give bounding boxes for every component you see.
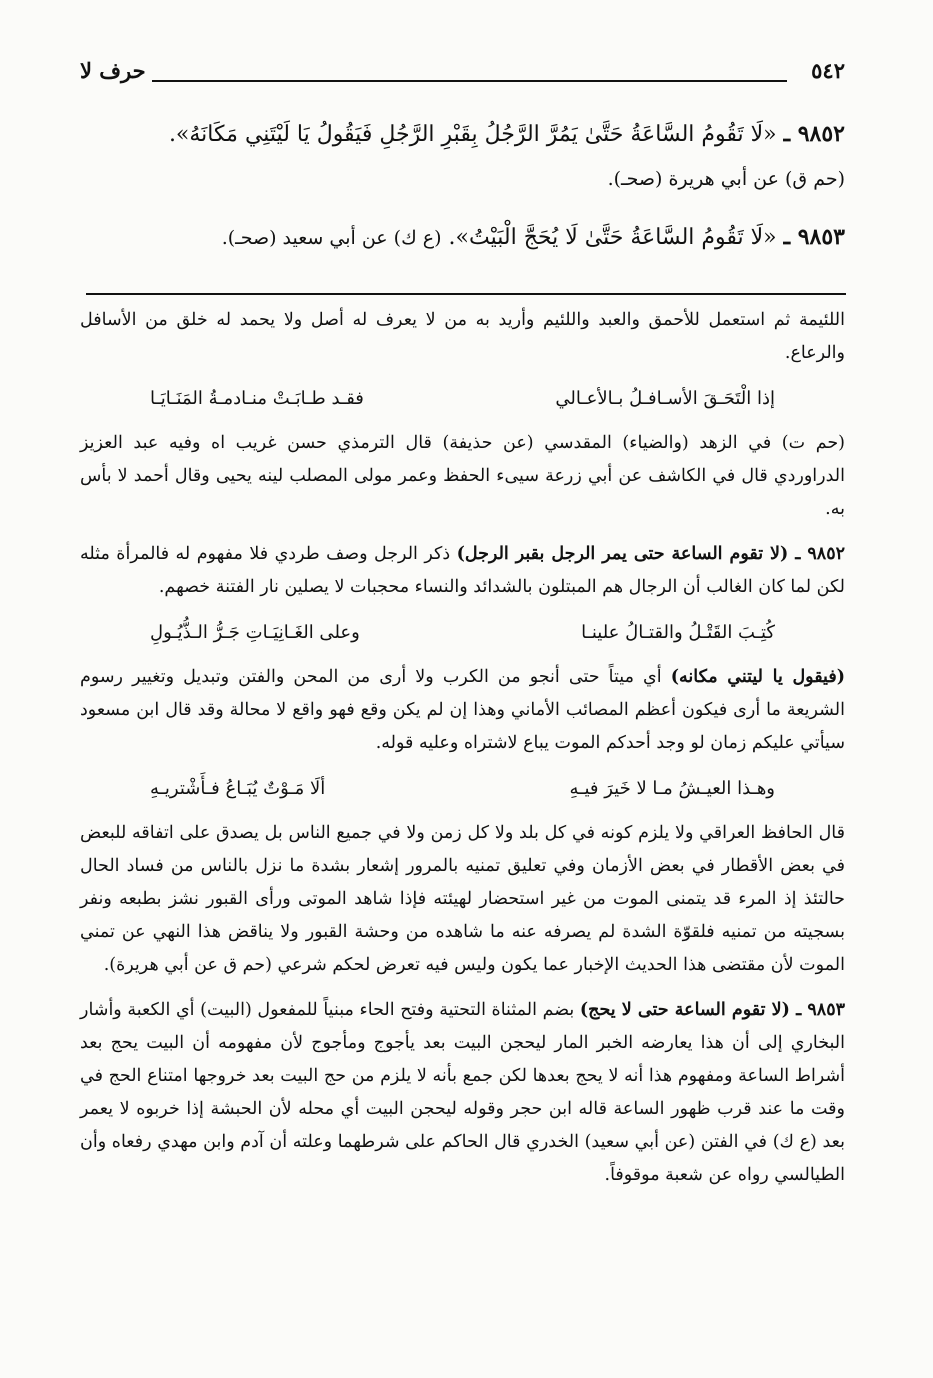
hadith-9853 — [80, 215, 845, 260]
commentary-lead: ٩٨٥٢ ـ (لا تقوم الساعة حتى يمر الرجل بقبر الرجل) — [456, 544, 846, 564]
commentary-paragraph — [80, 538, 845, 604]
hadith-source: (حم ق) عن أبي هريرة (صحـ). — [607, 168, 845, 190]
hadith-text: «لَا تَقُومُ السَّاعَةُ حَتَّىٰ لَا يُحَجَّ الْبَيْتُ». — [448, 225, 777, 250]
running-head: حرف لا — [80, 58, 146, 83]
verse-hemistich-left: وعلى الغَـانِيَـاتِ جَـرُّ الـذُّيُـولِ — [150, 622, 360, 643]
verse-hemistich-left: فقـد طـابَـتْ منـادمـةُ المَنَـايَـا — [150, 388, 364, 409]
verse-line — [80, 616, 845, 649]
commentary-body: بضم المثناة التحتية وفتح الحاء مبنياً للمفعول (البيت) أي الكعبة وأشار البخاري إلى أن هذا يعارضه الخبر المار ليحجن البيت بعد يأجوج ومأجوج لأن مفهومه أن البيت يحج بعد أشراط الساعة ومفهوم هذا أنه لا يحج بعدها لكن جمع بأنه لا يلزم من حج البيت بعد خروجها امتناع الحج في وقت ما عند قرب ظهور الساعة قاله ابن حجر وقوله ليحجن البيت أي محله لأن الحبشة إذا خربوه لا يعمر بعد (ع ك) في الفتن (عن أبي سعيد) الخدري قال الحاكم على شرطهما وعلته أن آدم وابن مهدي رفعاه وأن الطيالسي رواه عن شعبة موقوفاً. — [80, 1000, 845, 1185]
commentary-rule — [86, 293, 846, 295]
commentary-paragraph: اللئيمة ثم استعمل للأحمق والعبد واللئيم وأريد به من لا يعرف له أصل ولا يحمد له خلق من الأسافل والرعاع. — [80, 310, 845, 363]
header-rule — [152, 80, 787, 82]
commentary-body: ذكر الرجل وصف طردي فلا مفهوم له فالمرأة مثله لكن لما كان الغالب أن الرجال هم المبتلون بالشدائد والنساء محجبات لا يصلين نار الفتنة خصهم. — [80, 544, 845, 597]
commentary-lead: ٩٨٥٣ ـ (لا تقوم الساعة حتى لا يحج) — [579, 1000, 845, 1020]
hadith-number: ٩٨٥٢ ـ — [783, 121, 845, 147]
commentary-body: أي ميتاً حتى أنجو من الكرب ولا أرى من المحن والفتن وتبديل وتغيير رسوم الشريعة ما أرى فيكون أعظم المصائب الأماني وهذا إن لم يكن وقع فهو واقع لا محالة وقد قال ابن مسعود سيأتي عليكم زمان لو وجد أحدكم الموت يباع لاشتراه وعليه قوله. — [80, 667, 845, 753]
commentary-paragraph: قال الحافظ العراقي ولا يلزم كونه في كل بلد ولا كل زمن ولا في جميع الناس بل يصدق على اتفاقه للبعض في بعض الأقطار في بعض الأزمان وفي تعليق تمنيه بالمرور إشعار بشدة ما نزل بالناس من فساد الحال حالتئذ إذ المرء قد يتمنى الموت من غير استحضار لهيئته فإذا شاهد الموتى ورأى القبور نشز بطبعه ونفر بسجيته من تمنيه فلقوّة الشدة لم يصرفه عنه ما شاهده من وحشة القبور ولا يناقض هذا النهي عن تمني الموت لأن مقتضى هذا الحديث الإخبار عما يكون وليس فيه تعرض لحكم شرعي (حم ق عن أبي هريرة). — [80, 823, 845, 975]
hadith-source: (ع ك) عن أبي سعيد (صحـ). — [221, 227, 442, 249]
commentary-paragraph — [80, 994, 845, 1192]
commentary-lead: (فيقول يا ليتني مكانه) — [670, 667, 845, 687]
page-number: ٥٤٢ — [811, 58, 845, 83]
hadith-texts — [80, 112, 845, 274]
hadith-number: ٩٨٥٣ ـ — [783, 224, 845, 250]
verse-line — [80, 382, 845, 415]
verse-hemistich-right: إذا الْتَحَـقَ الأسـافـلُ بـالأعـالي — [555, 388, 775, 409]
verse-hemistich-right: وهـذا العيـشُ مـا لا خَيرَ فيـهِ — [569, 778, 775, 799]
verse-line — [80, 772, 845, 805]
page-header — [80, 58, 845, 90]
commentary-paragraph: (حم ت) في الزهد (والضياء) المقدسي (عن حذيفة) قال الترمذي حسن غريب اه وفيه عبد العزيز الدراوردي قال في الكاشف عن أبي زرعة سيىء الحفظ وعمر مولى المصلب لينه يحيى وقال أحمد لا بأس به. — [80, 433, 845, 519]
hadith-text: «لَا تَقُومُ السَّاعَةُ حَتَّىٰ يَمُرَّ الرَّجُلُ بِقَبْرِ الرَّجُلِ فَيَقُولُ يَا لَيْتَنِي مَكَانَهُ». — [168, 122, 777, 147]
commentary-paragraph — [80, 661, 845, 760]
verse-hemistich-right: كُتِـبَ القَتْـلُ والقتـالُ علينـا — [581, 622, 775, 643]
verse-hemistich-left: ألَا مَـوْتٌ يُبَـاعُ فـأَشْتريـهِ — [150, 778, 326, 799]
hadith-9852 — [80, 112, 845, 201]
commentary — [80, 304, 845, 1204]
